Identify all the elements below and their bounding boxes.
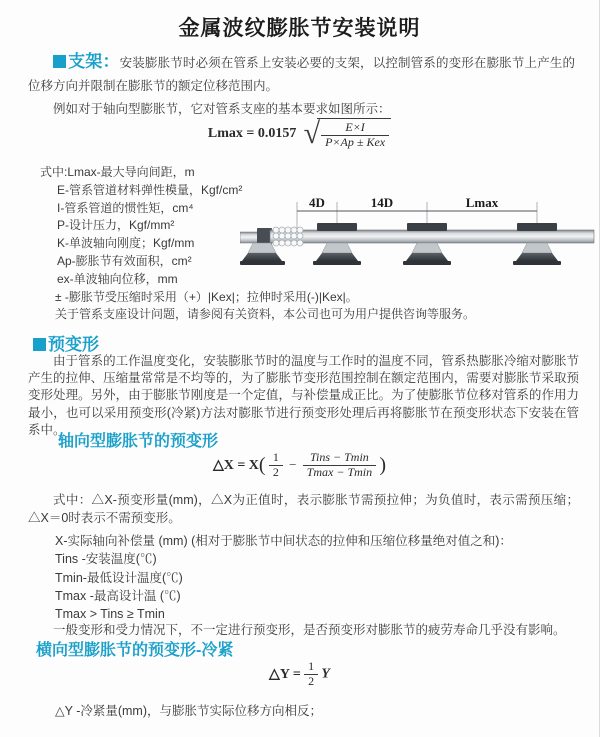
pipe-support	[403, 223, 451, 265]
predeform-body-paragraph: 由于管系的工作温度变化，安装膨胀节时的温度与工作时的温度不同，管系热膨胀冷缩对膨胀节产生的拉伸、压缩量常常是不均等的，为了膨胀节变形范围控制在额定范围内，需要对膨胀节采取预变形处理。另外，由于膨胀节刚度是一个定值，与补偿量成正比。为了使膨胀节位移对管系的作用力最小，也可以采用预变形(冷紧)方法对膨胀节进行预变形处理后再将膨胀节在预变形状态下安装在管系中。	[28, 354, 579, 437]
section-marker-icon	[53, 55, 66, 68]
axial-explain-paragraph: 式中：△X-预变形量(mm)，△X为正值时，表示膨胀节需预拉伸；为负值时，表示需预压缩；△X＝0时表示不需预变形。	[28, 493, 579, 525]
param-line: X-实际轴向补偿量 (mm) (相对于膨胀节中间状态的拉伸和压缩位移量绝对值之和)：	[55, 534, 512, 548]
sqrt-expression	[304, 118, 391, 150]
axial-note-paragraph: 一般变形和受力情况下，不一定进行预变形，是否预变形对膨胀节的疲劳寿命几乎没有影响。	[53, 623, 566, 637]
page-title: 金属波纹膨胀节安装说明	[178, 17, 421, 40]
param-line: Ap-膨胀节有效面积，cm²	[57, 253, 192, 268]
fraction-denominator: 2	[304, 674, 318, 689]
param-line: E-管系管道材料弹性模量，Kgf/cm²	[57, 182, 243, 197]
axial-parameter-list	[55, 532, 512, 623]
fraction-denominator: P×Ap ± Kex	[321, 135, 389, 150]
section-marker-icon	[33, 338, 46, 351]
pipe-diagram-svg	[240, 190, 600, 285]
param-line: K-单波轴向刚度；Kgf/mm	[57, 236, 195, 251]
param-line: ex-单波轴向位移，mm	[57, 271, 178, 286]
param-line: 关于管系支座设计问题，请参阅有关资料，本公司也可为用户提供咨询等服务。	[55, 307, 476, 322]
param-line: 式中:Lmax-最大导向间距，m	[40, 165, 195, 179]
pipe	[270, 230, 594, 243]
param-line: Tmax -最高设计温 (℃)	[55, 588, 181, 603]
radical-sign-icon: √	[303, 117, 321, 151]
formula-dy-rhs: Y	[321, 666, 330, 682]
support-example-line: 例如对于轴向型膨胀节，它对管系支座的基本要求如图所示：	[53, 102, 391, 116]
formula-dy-lhs: △Y =	[269, 666, 301, 682]
pipe-support	[513, 223, 561, 265]
lateral-explain-paragraph: △Y -冷紧量(mm)，与膨胀节实际位移方向相反；	[55, 704, 323, 718]
pipe-support	[313, 223, 361, 265]
left-paren: (	[258, 453, 266, 476]
fraction-numerator: Tins − Tmin	[310, 450, 369, 464]
dim-label-lmax: Lmax	[465, 195, 499, 210]
fraction	[321, 121, 389, 150]
formula-delta-y	[0, 660, 599, 689]
predeform-heading-label: 预变形	[48, 335, 99, 354]
lateral-subsection-heading: 横向型膨胀节的预变形-冷紧	[36, 642, 234, 659]
formula-lmax	[0, 118, 599, 150]
fraction-numerator: 1	[308, 659, 315, 673]
dim-label-4d: 4D	[309, 195, 325, 210]
formula-delta-x	[0, 451, 599, 480]
bellows-icon	[273, 227, 303, 246]
param-line: P-设计压力，Kgf/mm²	[57, 218, 175, 233]
right-paren: )	[379, 453, 387, 476]
fraction-numerator: E×I	[345, 120, 365, 134]
fraction-denominator: Tmax − Tmin	[303, 465, 376, 480]
fraction-half	[304, 660, 318, 689]
support-intro-text: 安装膨胀节时必须在管系上安装必要的支架，以控制管系的变形在膨胀节上产生的位移方向并限制在膨胀节的额定位移范围内。	[28, 56, 575, 93]
formula-dx-lhs: △X = X	[212, 457, 259, 473]
predeform-section-heading	[33, 330, 99, 355]
dim-label-14d: 14D	[370, 195, 394, 210]
support-section	[28, 50, 575, 121]
param-line: ± -膨胀节受压缩时采用（+）|Kex|；拉伸时采用(-)|Kex|。	[55, 289, 358, 304]
support-intro-paragraph	[28, 50, 575, 98]
param-line: Tmin-最低设计温度(℃)	[55, 570, 183, 585]
radicand	[317, 118, 391, 150]
minus-operator: −	[289, 457, 297, 473]
param-line: Tins -安装温度(℃)	[55, 552, 157, 567]
fraction-half	[269, 451, 283, 480]
axial-subsection-heading: 轴向型膨胀节的预变形	[58, 433, 219, 450]
support-section-heading: 支架：	[68, 52, 120, 71]
pipe-support-diagram	[240, 190, 600, 290]
fraction-denominator: 2	[269, 465, 283, 480]
pipe-support	[240, 243, 285, 265]
param-line: Tmax > Tins ≥ Tmin	[55, 607, 165, 622]
fraction-temperature	[303, 451, 376, 480]
param-line: I-管系管道的惯性矩，cm⁴	[57, 200, 194, 215]
fraction-numerator: 1	[272, 450, 279, 464]
formula-lmax-lhs: Lmax = 0.0157	[207, 125, 297, 141]
